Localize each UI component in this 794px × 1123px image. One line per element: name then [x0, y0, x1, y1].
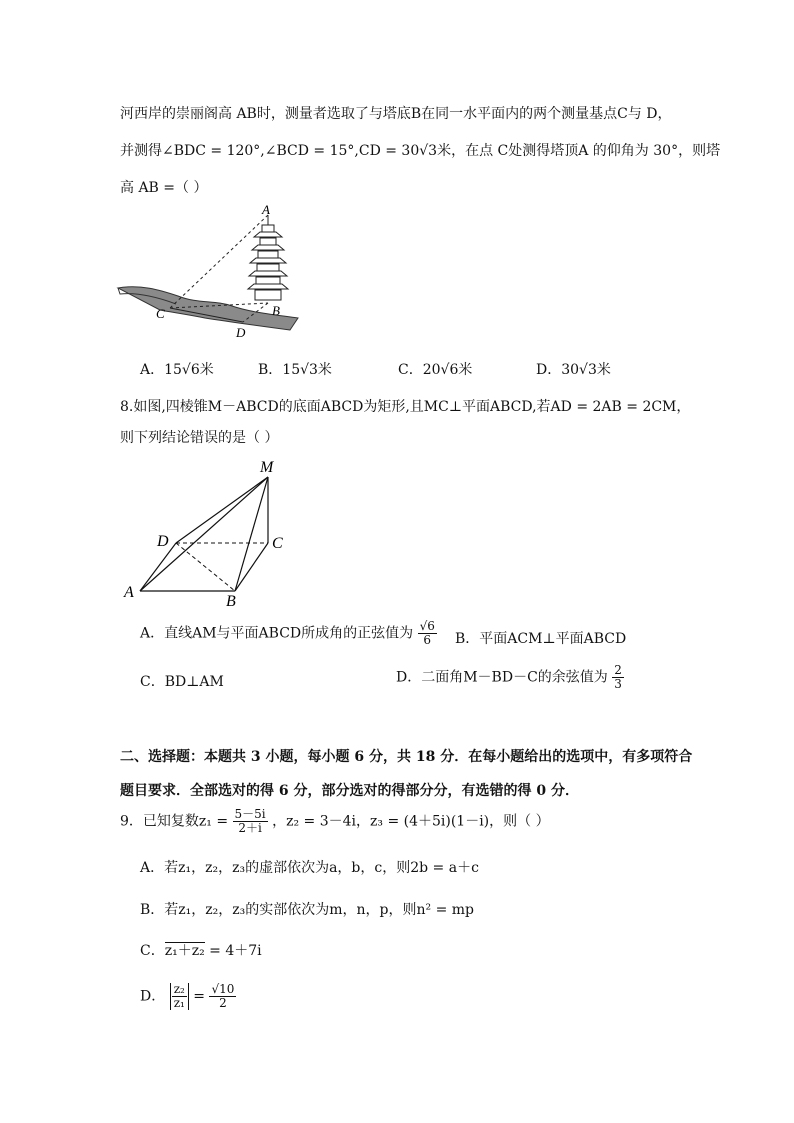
q8-option-c: C．BD⊥AM: [140, 674, 224, 690]
q9-stem: [120, 808, 550, 835]
q9-option-b: B．若z₁，z₂，z₃的实部依次为m，n，p，则n² = mp: [140, 902, 475, 918]
q8-option-a-text: A．直线AM与平面ABCD所成角的正弦值为: [140, 625, 414, 642]
q9-option-d: [140, 983, 236, 1010]
q9-stem-prefix: 9．已知复数z₁ =: [120, 813, 229, 830]
q7-line3: 高 AB =（ ）: [120, 180, 208, 196]
q8-option-d-denominator: 3: [614, 677, 622, 691]
q7-line2: 并测得∠BDC = 120°,∠BCD = 15°,CD = 30√3米，在点 C处测得塔顶A 的仰角为 30°，则塔: [120, 143, 721, 159]
q8-label-A: A: [124, 584, 134, 601]
q9-stem-denominator: 2＋i: [238, 821, 262, 835]
q8-option-a-fraction: [418, 620, 437, 647]
q8-option-d: [396, 664, 624, 691]
q7-label-A: A: [262, 202, 270, 217]
q8-line2: 则下列结论错误的是（ ）: [120, 430, 279, 446]
q8-option-a: [140, 620, 437, 647]
q9-option-a: A．若z₁，z₂，z₃的虚部依次为a，b，c，则2b = a＋c: [140, 860, 479, 876]
q9-stem-fraction: [233, 808, 268, 835]
q9-option-d-denominator: z₁: [173, 996, 185, 1010]
q8-line1: 8.如图,四棱锥M－ABCD的底面ABCD为矩形,且MC⊥平面ABCD,若AD = 2AB = 2CM，: [120, 399, 691, 415]
q8-option-a-denominator: 6: [423, 633, 432, 647]
q8-option-d-numerator: 2: [614, 663, 622, 677]
q7-option-b: B．15√3米: [258, 362, 332, 378]
section2-line2: 题目要求．全部选对的得 6 分，部分选对的得部分分，有选错的得 0 分．: [120, 783, 579, 799]
q9-option-d-result-denominator: 2: [219, 996, 227, 1010]
q8-option-d-text: D．二面角M－BD－C的余弦值为: [396, 669, 608, 686]
q9-option-d-abs: [170, 983, 189, 1010]
q8-option-a-numerator: √6: [419, 619, 435, 633]
q8-label-D: D: [157, 533, 169, 550]
section2-line1: 二、选择题：本题共 3 小题，每小题 6 分，共 18 分．在每小题给出的选项中，有多项符合: [120, 749, 693, 765]
q9-stem-numerator: 5－5i: [234, 807, 266, 821]
q9-option-d-result: [209, 983, 236, 1010]
q7-label-B: B: [272, 303, 280, 318]
q9-option-d-eq: =: [193, 988, 210, 1005]
q9-option-d-result-numerator: √10: [211, 982, 235, 996]
q7-line1: 河西岸的崇丽阁高 AB时，测量者选取了与塔底B在同一水平面内的两个测量基点C与 D，: [120, 106, 672, 122]
q9-option-c-prefix: C．: [140, 943, 165, 959]
q9-option-d-fraction: [172, 983, 187, 1010]
q9-option-d-numerator: z₂: [173, 982, 185, 996]
q9-option-c-conjugate: z₁＋z₂: [164, 943, 205, 959]
q8-label-M: M: [260, 459, 274, 476]
q7-option-d: D．30√3米: [536, 362, 611, 378]
q8-label-C: C: [272, 535, 283, 552]
q8-option-d-fraction: [612, 664, 624, 691]
q7-option-a: A．15√6米: [140, 362, 214, 378]
q8-option-b: B．平面ACM⊥平面ABCD: [455, 631, 627, 647]
q9-option-c-rest: = 4＋7i: [204, 943, 262, 959]
q9-stem-rest: ，z₂ = 3－4i，z₃ = (4＋5i)(1－i)，则（ ）: [272, 813, 550, 830]
q7-label-C: C: [156, 306, 165, 321]
q7-label-D: D: [236, 325, 246, 340]
q8-label-B: B: [226, 593, 236, 610]
q7-option-c: C．20√6米: [398, 362, 473, 378]
q9-option-c: [140, 940, 262, 960]
q9-option-d-prefix: D．: [140, 988, 166, 1005]
